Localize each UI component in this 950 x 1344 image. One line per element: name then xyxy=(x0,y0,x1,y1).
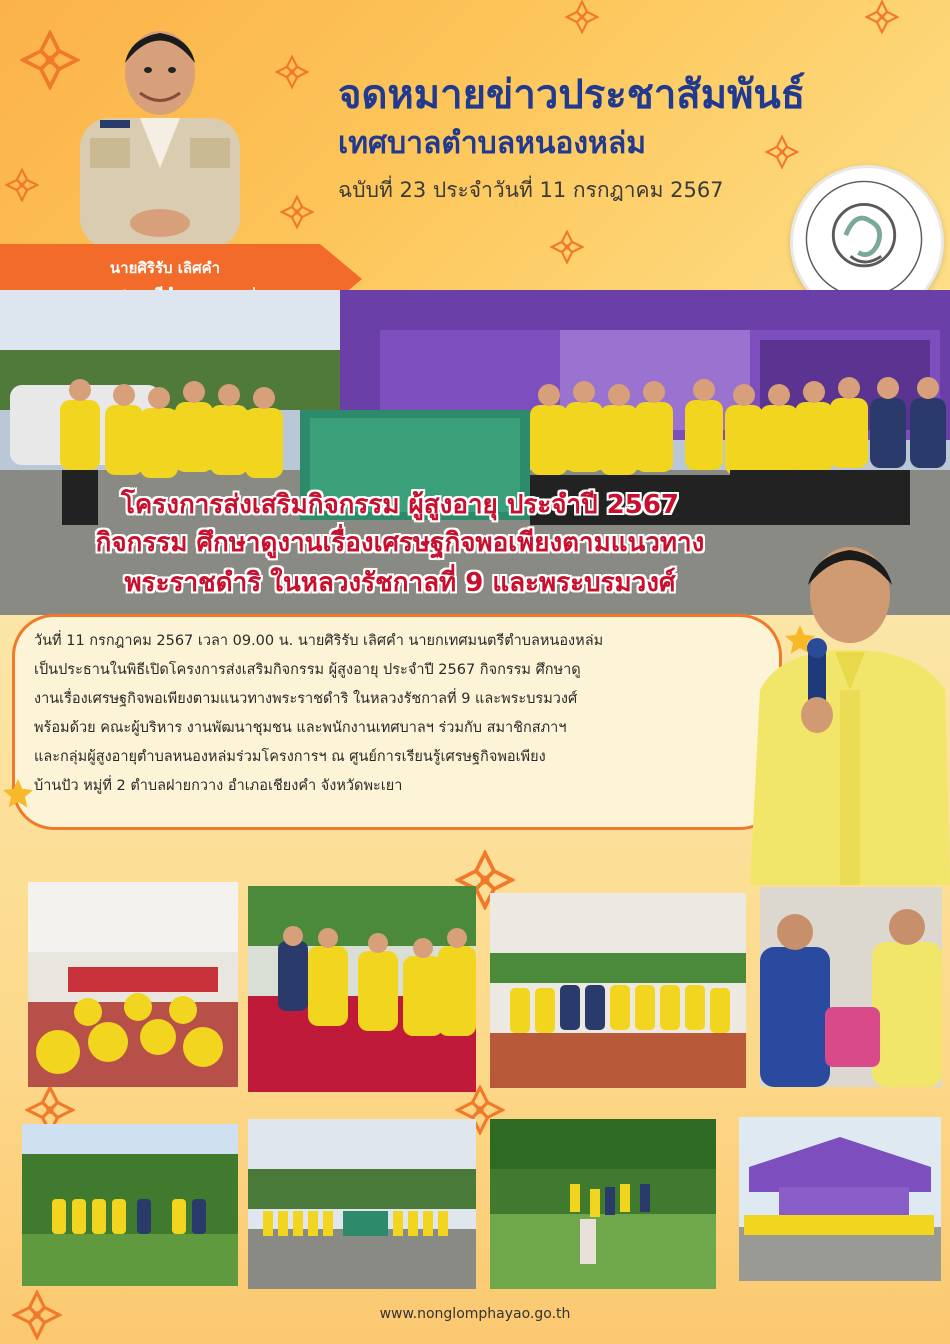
flower-ornament-icon xyxy=(865,0,899,34)
description-line: และกลุ่มผู้สูงอายุตำบลหนองหล่มร่วมโครงการฯ ณ ศูนย์การเรียนรู้เศรษฐกิจพอเพียง xyxy=(34,749,546,765)
flower-ornament-icon xyxy=(565,0,599,34)
flower-ornament-icon xyxy=(5,168,39,202)
description-line: วันที่ 11 กรกฎาคม 2567 เวลา 09.00 น. นายศิริรับ เลิศคำ นายกเทศมนตรีตำบลหนองหล่ม xyxy=(34,633,604,649)
mayor-name: นายศิริรับ เลิศคำ xyxy=(109,259,221,277)
event-photo xyxy=(248,1119,476,1289)
mayor-portrait xyxy=(70,8,250,248)
event-photo xyxy=(490,1119,716,1289)
website-url[interactable]: www.nonglomphayao.go.th xyxy=(379,1306,571,1322)
event-photo xyxy=(248,886,476,1092)
description-line: บ้านปัว หมู่ที่ 2 ตำบลฝายกวาง อำเภอเชียงคำ จังหวัดพะเยา xyxy=(34,778,403,794)
flower-ornament-icon xyxy=(550,230,584,264)
flower-ornament-icon xyxy=(275,55,309,89)
issue-date: ฉบับที่ 23 ประจำวันที่ 11 กรกฎาคม 2567 xyxy=(338,178,724,202)
description-text xyxy=(34,627,754,801)
newsletter-title: จดหมายข่าวประชาสัมพันธ์ xyxy=(338,72,806,118)
headline-line-1: โครงการส่งเสริมกิจกรรม ผู้สูงอายุ ประจำปี 2567 xyxy=(120,490,680,520)
event-photo xyxy=(22,1124,238,1286)
event-photo xyxy=(760,887,942,1087)
headline-line-2: กิจกรรม ศึกษาดูงานเรื่องเศรษฐกิจพอเพียงตามแนวทาง xyxy=(95,528,705,558)
description-line: เป็นประธานในพิธีเปิดโครงการส่งเสริมกิจกรรม ผู้สูงอายุ ประจำปี 2567 กิจกรรม ศึกษาดู xyxy=(34,662,581,678)
event-photo xyxy=(490,893,746,1088)
organization-name: เทศบาลตำบลหนองหล่ม xyxy=(338,126,646,161)
description-line: พร้อมด้วย คณะผู้บริหาร งานพัฒนาชุมชน และพนักงานเทศบาลฯ ร่วมกับ สมาชิกสภาฯ xyxy=(34,720,567,736)
flower-ornament-icon xyxy=(765,135,799,169)
description-line: งานเรื่องเศรษฐกิจพอเพียงตามแนวทางพระราชดำริ ในหลวงรัชกาลที่ 9 และพระบรมวงศ์ xyxy=(34,691,578,707)
flower-ornament-icon xyxy=(280,195,314,229)
star-icon xyxy=(0,776,36,812)
event-photo xyxy=(28,882,238,1087)
headline-line-3: พระราชดำริ ในหลวงรัชกาลที่ 9 และพระบรมวงศ์ xyxy=(124,568,676,598)
event-photo xyxy=(739,1117,941,1281)
mayor-speaking-photo xyxy=(750,540,950,885)
